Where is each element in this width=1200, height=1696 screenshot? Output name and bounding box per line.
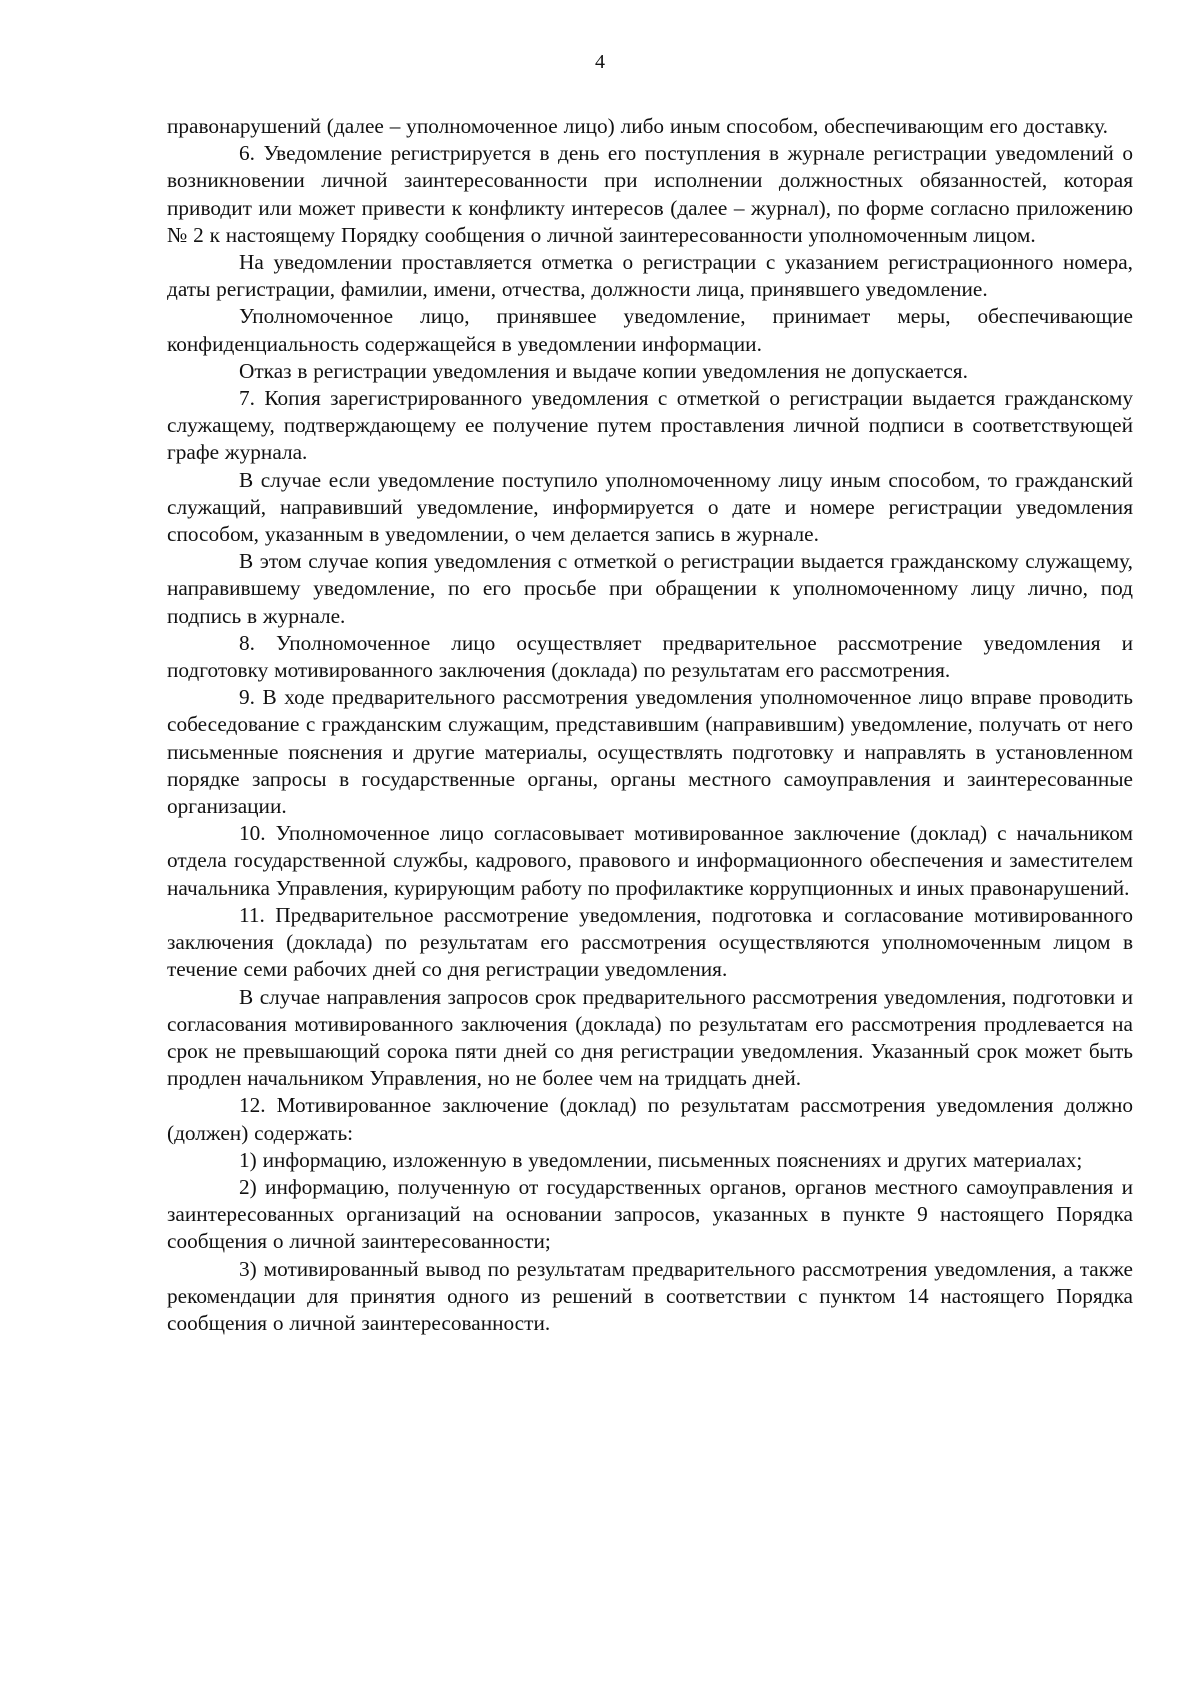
page-number: 4	[595, 51, 605, 73]
paragraph-copy-issue: В этом случае копия уведомления с отметкой о регистрации выдается гражданскому служащему, направившему уведомление, по его просьбе при обращении к уполномоченному лицу лично, под подпись в журнале.	[167, 549, 1133, 628]
paragraph-refusal: Отказ в регистрации уведомления и выдаче копии уведомления не допускается.	[239, 358, 968, 383]
paragraph-item-9: 9. В ходе предварительного рассмотрения уведомления уполномоченное лицо вправе проводить собеседование с гражданским служащим, представившим (направившим) уведомление, получать от него письменные пояснения и другие материалы, осуществлять подготовку и направлять в установленном порядке запросы в государственные органы, органы местного самоуправления и заинтересованные организации.	[167, 685, 1133, 819]
paragraph-other-method: В случае если уведомление поступило уполномоченному лицу иным способом, то гражданский служащий, направивший уведомление, информируется о дате и номере регистрации уведомления способом, указанным в уведомлении, о чем делается запись в журнале.	[167, 467, 1133, 547]
paragraph-item-11: 11. Предварительное рассмотрение уведомления, подготовка и согласование мотивированного заключения (доклада) по результатам его рассмотрения осуществляются уполномоченным лицом в течение семи рабочих дней со дня регистрации уведомления.	[167, 902, 1133, 982]
paragraph-item-7: 7. Копия зарегистрированного уведомления с отметкой о регистрации выдается гражданскому служащему, подтверждающему ее получение путем проставления личной подписи в соответствующей графе журнала.	[167, 386, 1133, 465]
paragraph-term-extension: В случае направления запросов срок предварительного рассмотрения уведомления, подготовки и согласования мотивированного заключения (доклада) по результатам его рассмотрения продлевается на срок не превышающий сорока пяти дней со дня регистрации уведомления. Указанный срок может быть продлен начальником Управления, но не более чем на тридцать дней.	[167, 984, 1133, 1091]
document-body	[167, 113, 1133, 1337]
paragraph-registration-mark: На уведомлении проставляется отметка о регистрации с указанием регистрационного номера, даты регистрации, фамилии, имени, отчества, должности лица, принявшего уведомление.	[167, 250, 1133, 302]
paragraph-subitem-3: 3) мотивированный вывод по результатам предварительного рассмотрения уведомления, а также рекомендации для принятия одного из решений в соответствии с пунктом 14 настоящего Порядка сообщения о личной заинтересованности.	[167, 1256, 1133, 1335]
paragraph-item-8: 8. Уполномоченное лицо осуществляет предварительное рассмотрение уведомления и подготовку мотивированного заключения (доклада) по результатам его рассмотрения.	[167, 630, 1133, 683]
paragraph-item-6: 6. Уведомление регистрируется в день его поступления в журнале регистрации уведомлений о возникновении личной заинтересованности при исполнении должностных обязанностей, которая приводит или может привести к конфликту интересов (далее – журнал), по форме согласно приложению № 2 к настоящему Порядку сообщения о личной заинтересованности уполномоченным лицом.	[167, 141, 1133, 247]
paragraph-confidentiality: Уполномоченное лицо, принявшее уведомление, принимает меры, обеспечивающие конфиденциальность содержащейся в уведомлении информации.	[167, 304, 1133, 356]
paragraph-item-12: 12. Мотивированное заключение (доклад) по результатам рассмотрения уведомления должно (должен) содержать:	[167, 1093, 1133, 1145]
paragraph-subitem-1: 1) информацию, изложенную в уведомлении, письменных пояснениях и других материалах;	[239, 1147, 1083, 1172]
paragraph-subitem-2: 2) информацию, полученную от государственных органов, органов местного самоуправления и заинтересованных организаций на основании запросов, указанных в пункте 9 настоящего Порядка сообщения о личной заинтересованности;	[167, 1174, 1133, 1254]
paragraph-item-10: 10. Уполномоченное лицо согласовывает мотивированное заключение (доклад) с начальником отдела государственной службы, кадрового, правового и информационного обеспечения и заместителем начальника Управления, курирующим работу по профилактике коррупционных и иных правонарушений.	[167, 821, 1133, 900]
paragraph-continuation: правонарушений (далее – уполномоченное лицо) либо иным способом, обеспечивающим его доставку.	[167, 114, 1109, 138]
